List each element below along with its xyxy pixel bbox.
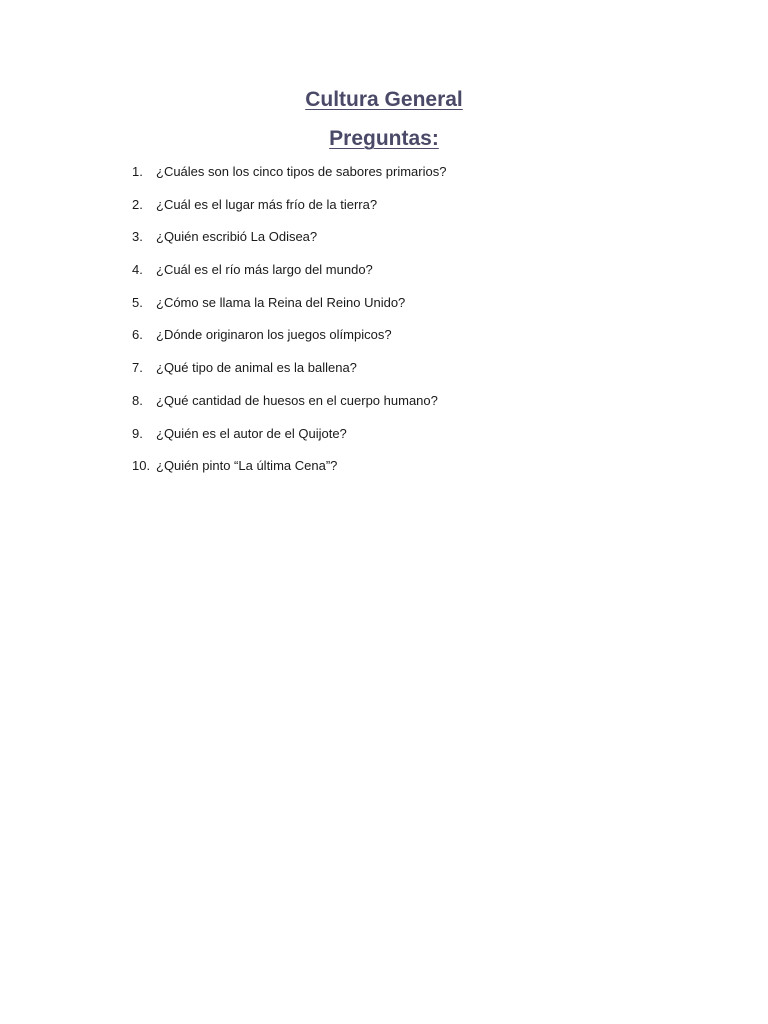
question-number: 2. (132, 196, 143, 212)
question-number: 6. (132, 327, 143, 343)
document-subtitle: Preguntas: (329, 127, 439, 150)
question-text: ¿Qué tipo de animal es la ballena? (156, 360, 357, 376)
question-text: ¿Qué cantidad de huesos en el cuerpo humano? (156, 392, 438, 408)
question-text: ¿Cuál es el río más largo del mundo? (156, 262, 373, 278)
question-text: ¿Quién pinto “La última Cena”? (156, 458, 338, 474)
question-number: 4. (132, 262, 143, 278)
question-number: 1. (132, 164, 143, 179)
question-text: ¿Cuál es el lugar más frío de la tierra? (156, 196, 378, 212)
question-text: ¿Cuáles son los cinco tipos de sabores primarios? (156, 164, 447, 179)
question-number: 9. (132, 425, 143, 441)
question-text: ¿Cómo se llama la Reina del Reino Unido? (156, 294, 406, 310)
question-number: 5. (132, 294, 143, 310)
question-number: 10. (132, 458, 151, 474)
document-title: Cultura General (305, 88, 463, 111)
question-number: 8. (132, 392, 143, 408)
question-text: ¿Quién es el autor de el Quijote? (156, 425, 347, 441)
question-text: ¿Quién escribió La Odisea? (156, 229, 318, 245)
question-number: 3. (132, 229, 143, 245)
question-text: ¿Dónde originaron los juegos olímpicos? (156, 327, 392, 343)
question-number: 7. (132, 360, 143, 376)
